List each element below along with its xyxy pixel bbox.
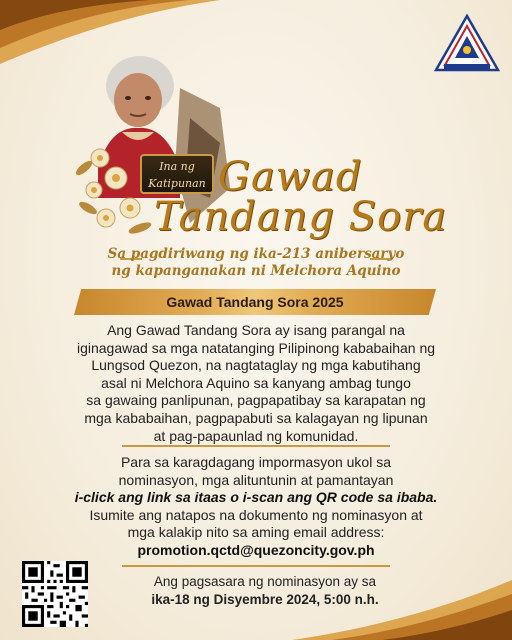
qr-code[interactable] bbox=[22, 561, 88, 627]
description-line: iginagawad sa mga natatanging Pilipinong kababaihan ng bbox=[76, 339, 436, 356]
description-line: Ang Gawad Tandang Sora ay isang parangal na bbox=[107, 322, 405, 338]
deadline-line1: Ang pagsasara ng nominasyon ay sa bbox=[153, 574, 377, 589]
quezon-city-seal-logo bbox=[434, 14, 500, 72]
info-line: Para sa karagdagang impormasyon ukol sa bbox=[120, 454, 392, 470]
description-line: sa gawaing panlipunan, pagpapatibay sa karapatan ng bbox=[86, 392, 426, 409]
info-line: nominasyon, mga alituntunin at pamantayan bbox=[118, 471, 394, 488]
title-line1: Gawad bbox=[218, 154, 363, 200]
description-line: asal ni Melchora Aquino sa kanyang ambag tungo bbox=[101, 374, 411, 391]
info-instruction: i-click ang link sa itaas o i-scan ang QR code sa ibaba. bbox=[74, 489, 438, 505]
subtitle-line2: ng kapanganakan ni Melchora Aquino bbox=[111, 263, 401, 279]
email-address[interactable]: promotion.qctd@quezoncity.gov.ph bbox=[137, 541, 375, 558]
divider-2 bbox=[122, 565, 390, 567]
description-line: mga kababaihan, pagpapabuti sa kalagayan ng lipunan bbox=[84, 409, 428, 426]
deadline-notice bbox=[120, 573, 410, 609]
divider-1 bbox=[122, 445, 390, 447]
nomination-info bbox=[56, 454, 456, 559]
subtitle-line1: Sa pagdiriwang ng ika-213 anibersaryo bbox=[107, 246, 405, 262]
info-line: mga kalakip nito sa aming email address: bbox=[127, 524, 385, 540]
description-line: Lungsod Quezon, na nagtataglay ng mga kabutihang bbox=[91, 357, 421, 374]
section-banner-title: Gawad Tandang Sora 2025 bbox=[166, 294, 344, 310]
info-line: Isumite ang natapos na dokumento ng nominasyon at bbox=[89, 506, 423, 523]
award-description bbox=[56, 322, 456, 445]
emblem-line2: Katipunan bbox=[148, 177, 206, 190]
ina-ng-katipunan-emblem bbox=[140, 154, 214, 194]
description-line: at pag-papaunlad ng komunidad. bbox=[153, 427, 359, 444]
emblem-line1: Ina ng bbox=[159, 160, 195, 173]
title-line2: Tandang Sora bbox=[154, 194, 448, 240]
deadline-date: ika-18 ng Disyembre 2024, 5:00 n.h. bbox=[151, 592, 379, 607]
